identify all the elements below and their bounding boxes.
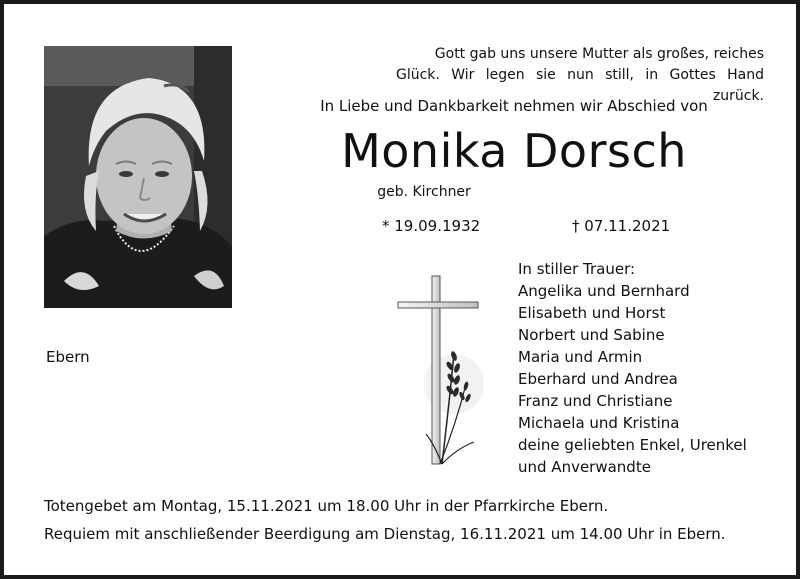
- cross-with-wheat-icon: [396, 274, 496, 474]
- mourner-entry: Elisabeth und Horst: [518, 304, 666, 322]
- mourner-entry: und Anverwandte: [518, 458, 651, 476]
- mourner-entry: Angelika und Bernhard: [518, 282, 690, 300]
- mourners-list: [518, 258, 778, 478]
- portrait-photo: [44, 46, 232, 308]
- mourner-entry: Eberhard und Andrea: [518, 370, 678, 388]
- mourner-entry: Norbert und Sabine: [518, 326, 665, 344]
- location-text: Ebern: [46, 348, 90, 366]
- intro-text: In Liebe und Dankbarkeit nehmen wir Abschied von: [320, 97, 708, 115]
- mourner-entry: deine geliebten Enkel, Urenkel: [518, 436, 747, 454]
- mourner-entry: Franz und Christiane: [518, 392, 673, 410]
- birth-date: * 19.09.1932: [382, 217, 481, 235]
- quote-line-2: Glück. Wir legen sie nun still, in Gottes Hand zurück.: [396, 67, 764, 104]
- deceased-name: Monika Dorsch: [341, 124, 687, 178]
- mourner-entry: Michaela und Kristina: [518, 414, 680, 432]
- vigil-notice: Totengebet am Montag, 15.11.2021 um 18.00 Uhr in der Pfarrkirche Ebern.: [44, 497, 609, 515]
- mourners-heading: In stiller Trauer:: [518, 260, 636, 278]
- requiem-notice: Requiem mit anschließender Beerdigung am Dienstag, 16.11.2021 um 14.00 Uhr in Ebern.: [44, 525, 726, 543]
- quote-line-1: Gott gab uns unsere Mutter als großes, reiches: [434, 46, 764, 62]
- birth-name: geb. Kirchner: [377, 184, 471, 200]
- mourner-entry: Maria und Armin: [518, 348, 643, 366]
- death-date: † 07.11.2021: [572, 217, 671, 235]
